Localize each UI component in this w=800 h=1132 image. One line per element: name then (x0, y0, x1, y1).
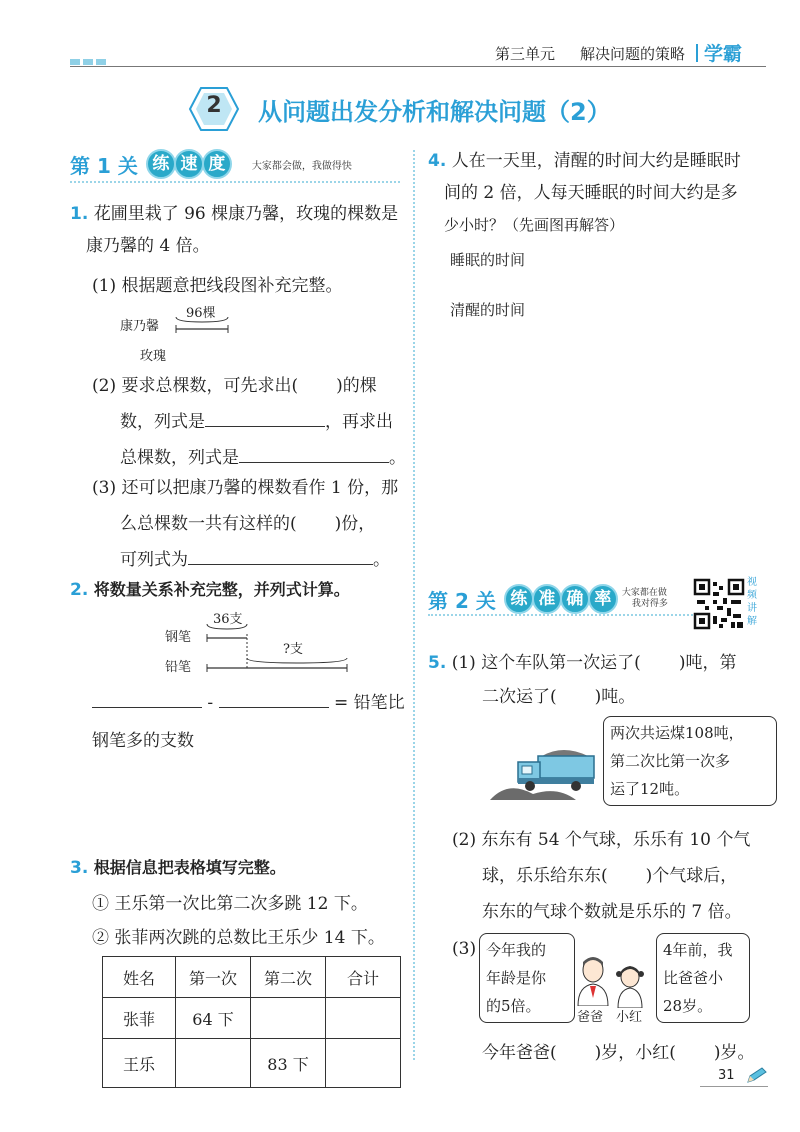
stage2-badge-char: 练 (504, 584, 534, 614)
stage1-badge-char: 速 (174, 149, 204, 179)
q1-diagram (120, 305, 320, 365)
table-cell: 王乐 (103, 1039, 176, 1088)
stage2-badge-char: 准 (532, 584, 562, 614)
q1-stem-line2: 康乃馨的 4 倍。 (86, 236, 210, 256)
table-cell: 张菲 (103, 998, 176, 1039)
q1-part2-text-b: )的棵 (336, 376, 377, 396)
q2-diagram-value-a: 36支 (213, 612, 243, 627)
q1-part3-text-d: 可列式为 (120, 550, 188, 570)
q1-part1: (1) 根据题意把线段图补充完整。 (92, 276, 343, 296)
q5-bubble-1 (603, 716, 777, 806)
father-label: 爸爸 (577, 1010, 604, 1025)
stage1-label: 第 1 关 (70, 153, 138, 178)
daughter-avatar (614, 964, 646, 1008)
video-label: 视频讲解 (747, 577, 757, 627)
table-header: 合计 (326, 957, 401, 998)
q1-part2-text-c: 数，列式是 (120, 412, 205, 432)
q1-part3 (92, 470, 412, 578)
table-header: 第二次 (251, 957, 326, 998)
q4-label-sleep: 睡眠的时间 (450, 251, 526, 269)
stage2-dotline (428, 614, 693, 616)
q2-equals: = 铅笔比 (333, 693, 405, 713)
q5-part1-text-c: 二次运了( (482, 687, 557, 707)
table-header-row (103, 957, 401, 998)
q5-part3-text-c: )岁。 (713, 1043, 755, 1063)
table-cell: 83 下 (251, 1039, 326, 1088)
father-avatar (574, 954, 612, 1006)
stage2-hint-line2: 我对得多 (631, 599, 668, 609)
daughter-label: 小红 (616, 1010, 643, 1025)
q5-part3-text-b: )岁，小红( (594, 1043, 676, 1063)
q1-part3-text-e: 。 (373, 550, 390, 570)
q5-bubble-1-line: 第二次比第一次多 (610, 752, 731, 770)
header-unit: 第三单元 (495, 45, 556, 63)
lesson-title: 从问题出发分析和解决问题（2） (258, 98, 611, 126)
q2-stem-text: 将数量关系补充完整，并列式计算。 (93, 580, 350, 599)
stage2-badge-char: 确 (560, 584, 590, 614)
q1-number: 1. (70, 204, 89, 224)
q5-number: 5. (428, 653, 447, 673)
q5-bubble-2 (479, 933, 575, 1023)
q3-condition2: ② 张菲两次跳的总数比王乐少 14 下。 (92, 928, 385, 948)
table-header: 姓名 (103, 957, 176, 998)
stage2-label: 第 2 关 (428, 588, 496, 613)
q5-part1-text-a: (1) 这个车队第一次运了( (451, 653, 641, 673)
q2-diagram-value-b: ?支 (283, 642, 303, 657)
q2-diagram-label-a: 钢笔 (165, 630, 192, 645)
q2-relation (92, 684, 412, 760)
q3-number: 3. (70, 858, 89, 878)
q5-part2-text-d: 东东的气球个数就是乐乐的 7 倍。 (482, 902, 742, 922)
q5-part3-label: (3) (452, 939, 477, 959)
q2-diagram (165, 608, 355, 678)
stage2-badge-char: 率 (588, 584, 618, 614)
table-cell-blank[interactable] (176, 1039, 251, 1088)
stage1-badge (146, 149, 230, 179)
q2-diagram-label-b: 铅笔 (165, 660, 192, 675)
q1-part3-blank[interactable] (188, 564, 373, 565)
q5-bubble-3-line: 比爸爸小 (663, 969, 724, 987)
header-rule (70, 66, 766, 67)
column-divider (413, 150, 415, 1060)
stage2-header (428, 584, 668, 614)
table-row (103, 998, 401, 1039)
q1-part2-text-f: 。 (389, 448, 406, 468)
q5-bubble-2-line: 年龄是你 (486, 969, 547, 987)
q1-segment (172, 313, 232, 333)
page-number: 31 (718, 1068, 735, 1083)
q3-condition1: ① 王乐第一次比第二次多跳 12 下。 (92, 894, 368, 914)
q2-minus: - (207, 693, 214, 713)
q3-stem (70, 852, 286, 884)
q4-line1: 人在一天里，清醒的时间大约是睡眠时 (451, 151, 741, 171)
q5-part1-text-b: )吨，第 (678, 653, 737, 673)
q1-part2-blank1[interactable] (205, 426, 325, 427)
q1-part3-text-c: )份， (334, 514, 376, 534)
q4-stem (428, 145, 778, 241)
stage1-badge-char: 练 (146, 149, 176, 179)
q5-bubble-2-line: 的5倍。 (486, 997, 541, 1015)
header-divider (696, 44, 698, 62)
q5-bubble-3-line: 4年前，我 (663, 941, 733, 959)
q4-line2: 间的 2 倍，人每天睡眠的时间大约是多 (444, 183, 738, 203)
q1-part2-text-a: (2) 要求总棵数，可先求出( (92, 376, 299, 396)
q1-stem (70, 198, 410, 262)
stage1-hint: 大家都会做，我做得快 (251, 160, 352, 172)
q1-part3-text-a: (3) 还可以把康乃馨的棵数看作 1 份，那 (92, 478, 399, 498)
q2-line2: 钢笔多的支数 (92, 731, 194, 751)
q5-part2 (452, 822, 782, 930)
q5-part2-text-b: 球，乐乐给东东( (482, 866, 608, 886)
table-cell-blank[interactable] (326, 1039, 401, 1088)
q5-part3-text-a: 今年爸爸( (482, 1043, 557, 1063)
q1-part2-text-d: ，再求出 (325, 412, 393, 432)
stage1-dotline (70, 181, 400, 183)
q2-segments (203, 618, 353, 673)
q2-stem (70, 574, 350, 606)
stage2-hint (622, 588, 668, 610)
q1-part2-blank2[interactable] (239, 462, 389, 463)
q4-label-awake: 清醒的时间 (450, 301, 526, 319)
q1-diagram-value: 96棵 (186, 306, 216, 321)
q2-blank2[interactable] (219, 707, 329, 708)
q1-diagram-label-b: 玫瑰 (140, 349, 167, 364)
pencil-icon (746, 1066, 768, 1084)
stage2-badge (504, 584, 616, 614)
q4-number: 4. (428, 151, 447, 171)
q1-part3-text-b: 么总棵数一共有这样的( (120, 514, 297, 534)
q4-line3: 少小时？（先画图再解答） (444, 216, 625, 234)
footer-rule (700, 1086, 768, 1087)
q3-stem-text: 根据信息把表格填写完整。 (93, 858, 286, 877)
q1-part2 (92, 368, 412, 476)
table-row (103, 1039, 401, 1088)
q5-bubble-1-line: 运了12吨。 (610, 780, 690, 798)
stage2-hint-line1: 大家都在做 (621, 588, 667, 598)
table-cell-blank[interactable] (326, 998, 401, 1039)
q1-diagram-label-a: 康乃馨 (120, 319, 160, 334)
brand-logo: 学霸 (704, 43, 743, 65)
table-cell-blank[interactable] (251, 998, 326, 1039)
q5-part3-answer (482, 1037, 755, 1069)
q5-bubble-3-line: 28岁。 (663, 997, 713, 1015)
q3-table (102, 956, 401, 1088)
q1-stem-line1: 花圃里栽了 96 棵康乃馨，玫瑰的棵数是 (93, 204, 399, 224)
q5-bubble-1-line: 两次共运煤108吨， (610, 724, 744, 742)
q5-part1 (428, 646, 778, 714)
lesson-number: 2 (206, 93, 222, 118)
qr-code-icon[interactable] (693, 578, 745, 630)
stage1-badge-char: 度 (202, 149, 232, 179)
q5-part2-text-c: )个气球后， (645, 866, 738, 886)
q2-number: 2. (70, 580, 89, 600)
q1-part2-text-e: 总棵数，列式是 (120, 448, 239, 468)
table-header: 第一次 (176, 957, 251, 998)
stage1-header (70, 149, 352, 179)
table-cell: 64 下 (176, 998, 251, 1039)
coal-truck-illustration (488, 742, 603, 804)
q2-blank1[interactable] (92, 707, 202, 708)
q5-bubble-3 (656, 933, 750, 1023)
q5-part1-text-d: )吨。 (594, 687, 636, 707)
header-topic: 解决问题的策略 (580, 45, 686, 63)
q5-part2-text-a: (2) 东东有 54 个气球，乐乐有 10 个气 (452, 830, 751, 850)
q5-bubble-2-line: 今年我的 (486, 941, 547, 959)
